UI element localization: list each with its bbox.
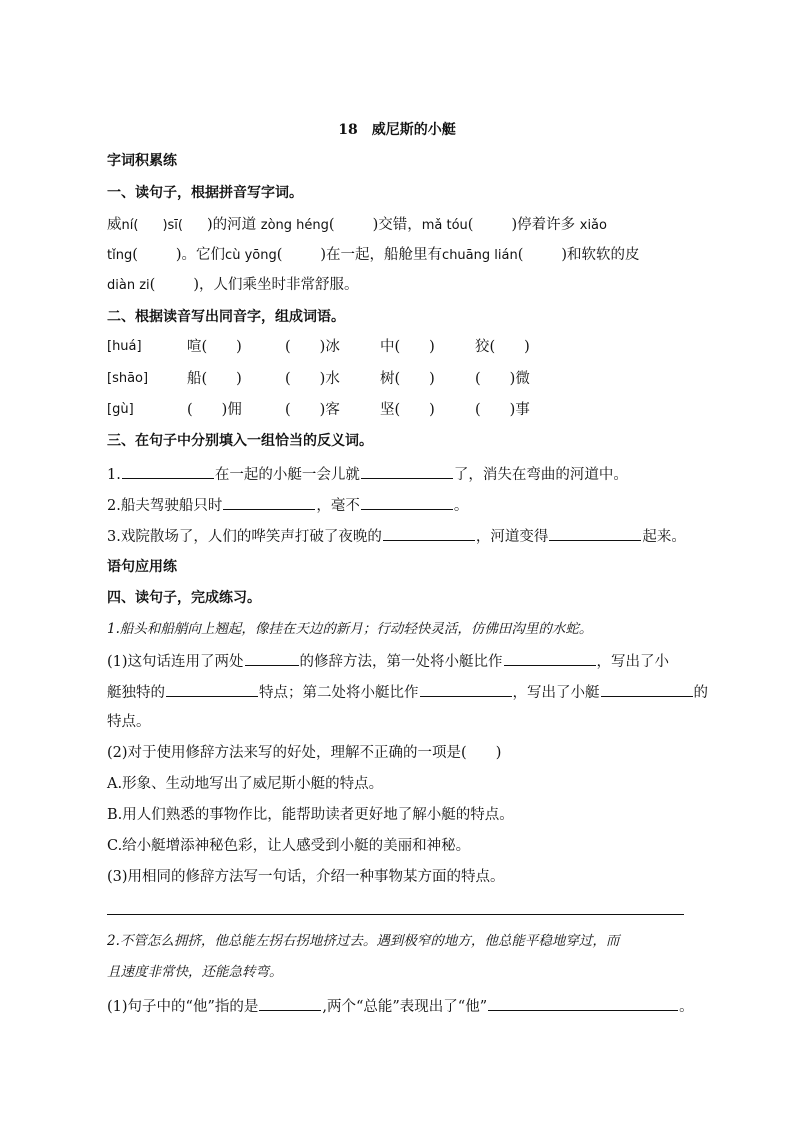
passage-2-line-2: 且速度非常快，还能急转弯。 [107, 964, 283, 980]
homophone-cell[interactable]: ( )客 [285, 402, 340, 418]
homophone-cell[interactable]: 狡( ) [475, 339, 530, 355]
option-a[interactable]: A.形象、生动地写出了威尼斯小艇的特点。 [107, 776, 384, 792]
q3-sentence-1: 1. 在一起的小艇一会儿就 了，消失在弯曲的河道中。 [107, 463, 628, 485]
answer-blank[interactable] [166, 681, 258, 697]
homophone-grid [107, 337, 667, 427]
answer-blank[interactable] [122, 463, 214, 479]
answer-blank[interactable] [259, 995, 321, 1011]
pinyin-hua: [huá] [107, 339, 142, 354]
answer-blank[interactable] [488, 995, 678, 1011]
answer-blank[interactable] [420, 681, 512, 697]
q1-line-3: diàn zi( )，人们乘坐时非常舒服。 [107, 277, 359, 293]
q4-2-prompt: (2)对于使用修辞方法来写的好处，理解不正确的一项是( ) [107, 745, 502, 761]
answer-blank[interactable] [601, 681, 693, 697]
homophone-cell[interactable]: ( )水 [285, 371, 340, 387]
question-2-heading: 二、根据读音写出同音字，组成词语。 [107, 309, 345, 325]
homophone-cell[interactable]: 中( ) [380, 339, 435, 355]
answer-blank[interactable] [549, 525, 641, 541]
q1-line-2: tǐng( )。它们cù yōng( )在一起，船舱里有chuāng lián( )和软软的皮 [107, 247, 640, 263]
q1-line-1: 威ní( )sī( )的河道 zòng héng( )交错，mǎ tóu( )停着许多 xiǎo [107, 217, 607, 233]
question-1-heading: 一、读句子，根据拼音写字词。 [107, 185, 303, 201]
pinyin-gu: [gù] [107, 402, 134, 417]
section-heading-application: 语句应用练 [107, 559, 177, 575]
question-4-heading: 四、读句子，完成练习。 [107, 590, 261, 606]
q4-3-prompt: (3)用相同的修辞方法写一句话，介绍一种事物某方面的特点。 [107, 869, 505, 885]
q4-1-line-3: 特点。 [107, 714, 151, 730]
homophone-cell[interactable]: ( )微 [475, 371, 530, 387]
q3-sentence-2: 2.船夫驾驶船只时 ，毫不 。 [107, 494, 468, 516]
answer-blank[interactable] [245, 650, 299, 666]
answer-blank[interactable] [383, 525, 475, 541]
homophone-cell[interactable]: ( )事 [475, 402, 530, 418]
page-title: 18 威尼斯的小艇 [338, 122, 456, 138]
homophone-cell[interactable]: 船( ) [187, 371, 242, 387]
answer-blank[interactable] [361, 463, 453, 479]
answer-blank[interactable] [223, 494, 315, 510]
question-3-heading: 三、在句子中分别填入一组恰当的反义词。 [107, 433, 373, 449]
option-b[interactable]: B.用人们熟悉的事物作比，能帮助读者更好地了解小艇的特点。 [107, 807, 514, 823]
pinyin-shao: [shāo] [107, 371, 149, 386]
q3-sentence-3: 3.戏院散场了，人们的哗笑声打破了夜晚的 ，河道变得 起来。 [107, 525, 686, 547]
section-heading-vocabulary: 字词积累练 [107, 153, 177, 169]
homophone-cell[interactable]: 坚( ) [380, 402, 435, 418]
q4-2-1-line: (1)句子中的“他”指的是 ,两个“总能”表现出了“他” 。 [107, 995, 694, 1017]
answer-line[interactable] [107, 914, 684, 915]
answer-blank[interactable] [361, 494, 453, 510]
passage-2-line-1: 2.不管怎么拥挤，他总能左拐右拐地挤过去。遇到极窄的地方，他总能平稳地穿过，而 [107, 933, 620, 949]
q4-1-line-1: (1)这句话连用了两处 的修辞方法，第一处将小艇比作 ，写出了小 [107, 650, 669, 672]
homophone-cell[interactable]: 树( ) [380, 371, 435, 387]
answer-blank[interactable] [504, 650, 596, 666]
homophone-cell[interactable]: 喧( ) [187, 339, 242, 355]
q4-1-line-2: 艇独特的 特点；第二处将小艇比作 ，写出了小艇 的 [107, 681, 708, 703]
homophone-cell[interactable]: ( )佣 [187, 402, 242, 418]
option-c[interactable]: C.给小艇增添神秘色彩，让人感受到小艇的美丽和神秘。 [107, 838, 471, 854]
passage-1: 1.船头和船艄向上翘起，像挂在天边的新月；行动轻快灵活，仿佛田沟里的水蛇。 [107, 621, 593, 637]
homophone-cell[interactable]: ( )冰 [285, 339, 340, 355]
